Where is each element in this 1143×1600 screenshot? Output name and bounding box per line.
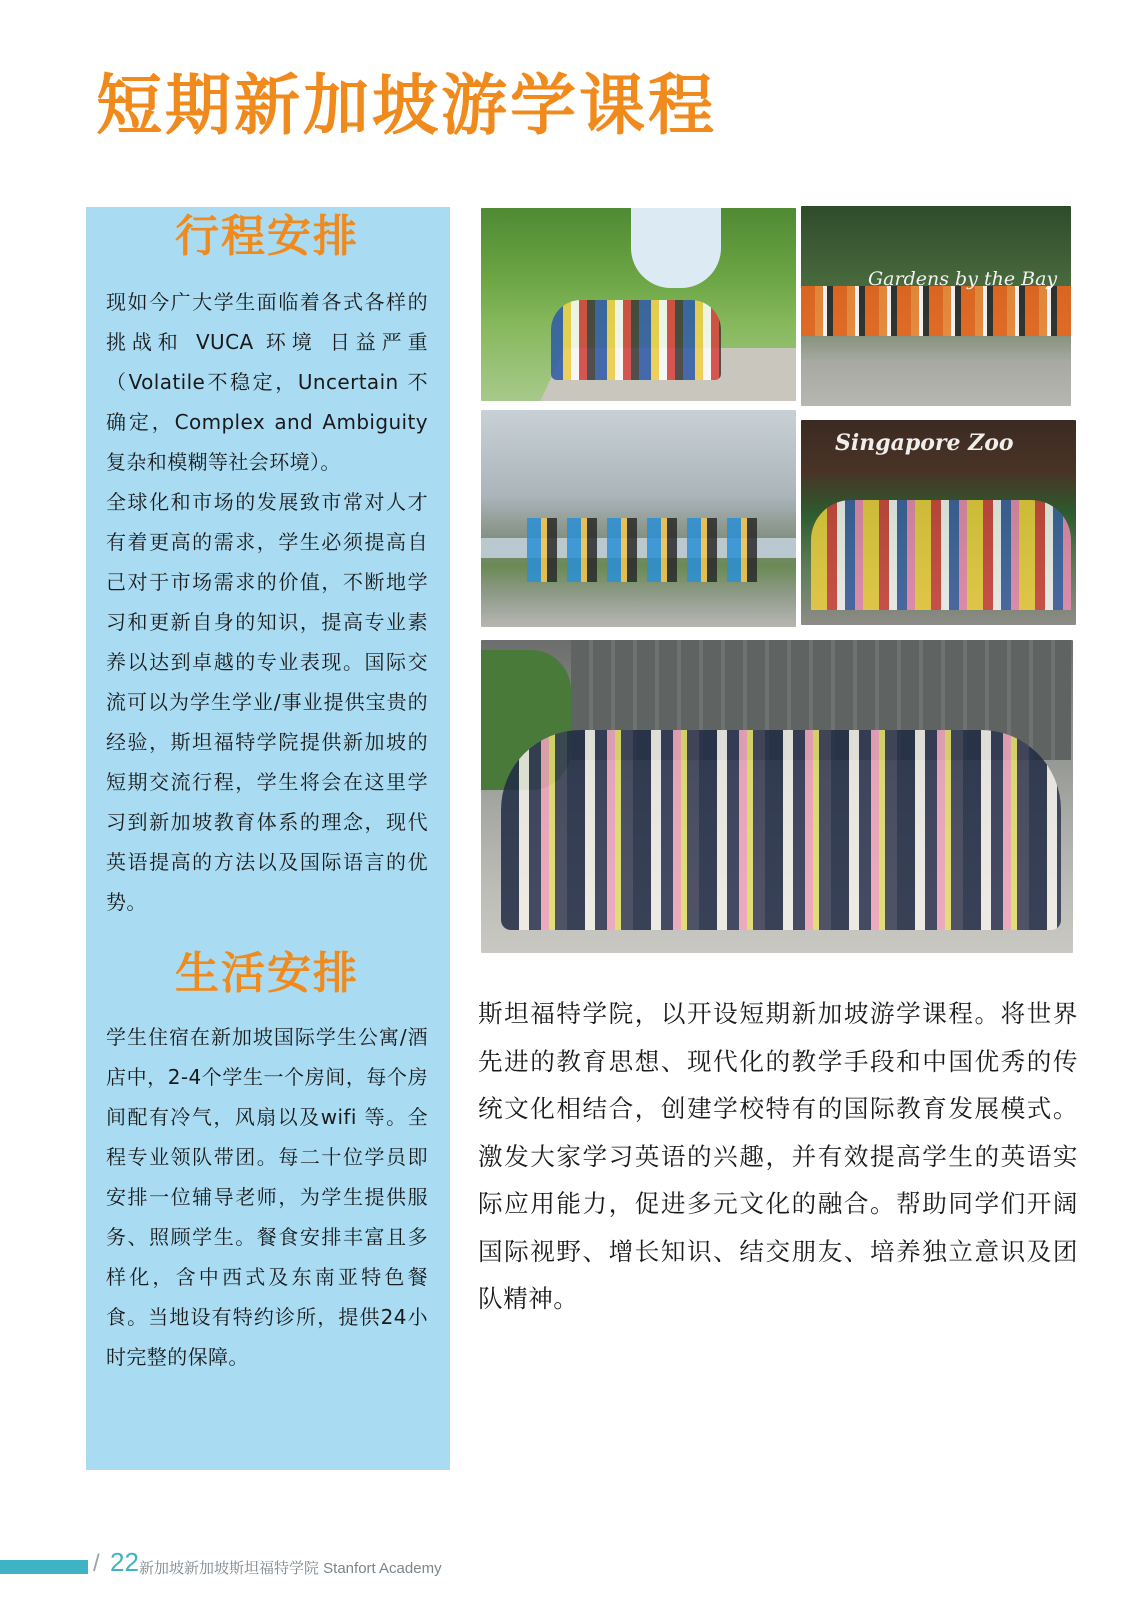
photo-group-campus	[481, 640, 1073, 953]
photo-sign-text: Singapore Zoo	[835, 430, 1014, 456]
living-paragraph: 学生住宿在新加坡国际学生公寓/酒店中，2-4个学生一个房间，每个房间配有冷气，风扇以及wifi 等。全程专业领队带团。每二十位学员即安排一位辅导老师，为学生提供服务、照顾学生。餐食安排丰富且多样化，含中西式及东南亚特色餐食。当地设有特约诊所，提供24小时完整的保障。	[106, 1024, 428, 1369]
sidebar-panel	[86, 207, 450, 1470]
itinerary-paragraph-1: 现如今广大学生面临着各式各样的 挑战和 VUCA 环境 日益严重（Volatile不稳定，Uncertain 不确定，Complex and Ambiguity 复杂和模糊等社会环境）。	[106, 289, 428, 474]
itinerary-heading: 行程安排	[175, 211, 359, 262]
footer-accent-bar	[0, 1560, 88, 1574]
photo-students-group	[801, 286, 1071, 336]
photo-gardens-by-the-bay	[801, 206, 1071, 406]
itinerary-paragraph-2: 全球化和市场的发展致市常对人才有着更高的需求，学生必须提高自己对于市场需求的价值，不断地学习和更新自身的知识，提高专业素养以达到卓越的专业表现。国际交流可以为学生学业/事业提供宝贵的经验，斯坦福特学院提供新加坡的短期交流行程，学生将会在这里学习到新加坡教育体系的理念，现代英语提高的方法以及国际语言的优势。	[106, 489, 428, 914]
footer-divider-icon: /	[93, 1550, 100, 1577]
photo-singapore-zoo	[801, 420, 1076, 625]
photo-sign-text: Gardens by the Bay	[868, 268, 1058, 290]
photo-riverside-jump	[481, 410, 796, 627]
footer-page-number: 22	[110, 1547, 139, 1577]
intro-paragraph: 斯坦福特学院，以开设短期新加坡游学课程。将世界先进的教育思想、现代化的教学手段和中国优秀的传统文化相结合，创建学校特有的国际教育发展模式。激发大家学习英语的兴趣，并有效提高学生的英语实际应用能力，促进多元文化的融合。帮助同学们开阔国际视野、增长知识、结交朋友、培养独立意识及团队精神。	[478, 999, 1078, 1313]
photo-students-group	[551, 300, 721, 380]
photo-students-group	[527, 518, 757, 582]
photo-students-group	[501, 730, 1061, 930]
photo-students-group	[811, 500, 1071, 610]
page-title: 短期新加坡游学课程	[96, 67, 717, 144]
footer-text: 新加坡新加坡斯坦福特学院 Stanfort Academy	[139, 1560, 442, 1577]
living-heading: 生活安排	[175, 947, 359, 999]
photo-park-walkway	[481, 208, 796, 401]
photo-sky	[631, 208, 721, 288]
